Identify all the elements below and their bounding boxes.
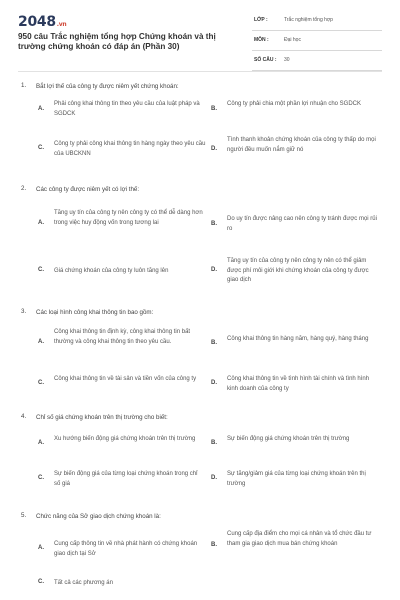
option-text: Sự tăng/giảm giá của từng loại chứng khoán trên thị trường xyxy=(227,471,366,487)
option-letter: A. xyxy=(38,339,44,345)
meta-row-count xyxy=(252,54,382,71)
option-text: Cung cấp thông tin về nhà phát hành có chứng khoán giao dịch tại Sở xyxy=(54,541,198,557)
option-text: Do uy tín được nâng cao nên công ty tránh được mọi rủi ro xyxy=(227,216,377,232)
option-letter: B. xyxy=(211,440,217,446)
option-letter: B. xyxy=(211,340,217,346)
option-letter: C. xyxy=(38,267,44,273)
meta-value: 30 xyxy=(284,57,290,63)
site-logo[interactable] xyxy=(18,14,66,30)
option-text: Giá chứng khoán của công ty luôn tăng lên xyxy=(54,268,169,274)
option-text: Cung cấp địa điểm cho mọi cá nhân và tổ chức đầu tư tham gia giao dịch mua bán chứng khoán xyxy=(227,531,372,547)
option-letter: B. xyxy=(211,221,217,227)
meta-value: Trắc nghiệm tổng hợp xyxy=(284,17,333,23)
meta-row-class xyxy=(252,14,382,31)
option-text: Công khai thông tin về tài sản và tiền vốn của công ty xyxy=(54,376,197,382)
option-letter: C. xyxy=(38,579,44,585)
option-text: Tăng uy tín của công ty nên công ty nên có thể giảm được phí môi giới khi chứng khoán của công ty được giao dịch xyxy=(227,258,369,283)
option-letter: A. xyxy=(38,440,44,446)
question-number: 5. xyxy=(21,512,27,519)
question-number: 2. xyxy=(21,185,27,192)
option-letter: A. xyxy=(38,545,44,551)
meta-panel xyxy=(252,14,382,71)
meta-value: Đại học xyxy=(284,37,301,43)
option-letter: D. xyxy=(211,267,217,273)
question-text: Các loại hình công khai thông tin bao gồm: xyxy=(36,309,154,316)
option-text: Công khai thông tin về tình hình tài chính và tình hình kinh doanh của công ty xyxy=(227,376,370,392)
document-header xyxy=(0,0,400,68)
document-title: 950 câu Trắc nghiệm tổng hợp Chứng khoán và thị trường chứng khoán có đáp án (Phần 30) xyxy=(18,32,216,51)
option-text: Xu hướng biến động giá chứng khoán trên thị trường xyxy=(54,436,196,442)
logo-sub: .vn xyxy=(56,21,67,28)
option-text: Sự biến động giá của từng loại chứng khoán trong chỉ số giá xyxy=(54,471,198,487)
option-text: Tăng uy tín của công ty nên công ty có thể dễ dàng hơn trong việc huy động vốn trong tương lai xyxy=(54,210,203,226)
option-text: Công khai thông tin hàng năm, hàng quý, hàng tháng xyxy=(227,336,369,342)
option-letter: C. xyxy=(38,380,44,386)
option-letter: C. xyxy=(38,145,44,151)
option-text: Tất cả các phương án xyxy=(54,580,113,586)
question-text: Các công ty được niêm yết có lợi thế: xyxy=(36,186,140,193)
option-letter: A. xyxy=(38,106,44,112)
question-number: 1. xyxy=(21,82,27,89)
option-letter: D. xyxy=(211,146,217,152)
question-text: Chức năng của Sở giao dịch chứng khoán là: xyxy=(36,513,161,520)
meta-row-subject xyxy=(252,34,382,51)
question-text: Bắt lợi thế của công ty được niêm yết chứng khoán: xyxy=(36,83,179,90)
header-divider xyxy=(18,71,382,72)
option-letter: D. xyxy=(211,380,217,386)
option-letter: D. xyxy=(211,475,217,481)
option-letter: A. xyxy=(38,220,44,226)
option-letter: C. xyxy=(38,475,44,481)
meta-label: MÔN : xyxy=(254,37,269,43)
option-text: Phải công khai thông tin theo yêu cầu của luật pháp và SGDCK xyxy=(54,101,200,117)
option-letter: B. xyxy=(211,542,217,548)
question-text: Chỉ số giá chứng khoán trên thị trường cho biết: xyxy=(36,414,168,421)
meta-label: SỐ CÂU : xyxy=(254,57,277,63)
question-number: 4. xyxy=(21,413,27,420)
option-text: Công ty phải công khai thông tin hàng ngày theo yêu cầu của UBCKNN xyxy=(54,141,206,157)
question-number: 3. xyxy=(21,308,27,315)
option-text: Tình thanh khoản chứng khoán của công ty thấp do mọi người đều muốn nắm giữ nó xyxy=(227,137,376,153)
option-text: Sự biến động giá chứng khoán trên thị trường xyxy=(227,436,350,442)
option-letter: B. xyxy=(211,106,217,112)
meta-label: LỚP : xyxy=(254,17,268,23)
option-text: Công khai thông tin định kỳ, công khai thông tin bất thường và công khai thông tin theo yêu cầu. xyxy=(54,329,191,345)
logo-main: 2048 xyxy=(18,14,56,30)
option-text: Công ty phải chia một phần lợi nhuận cho SGDCK xyxy=(227,101,362,107)
